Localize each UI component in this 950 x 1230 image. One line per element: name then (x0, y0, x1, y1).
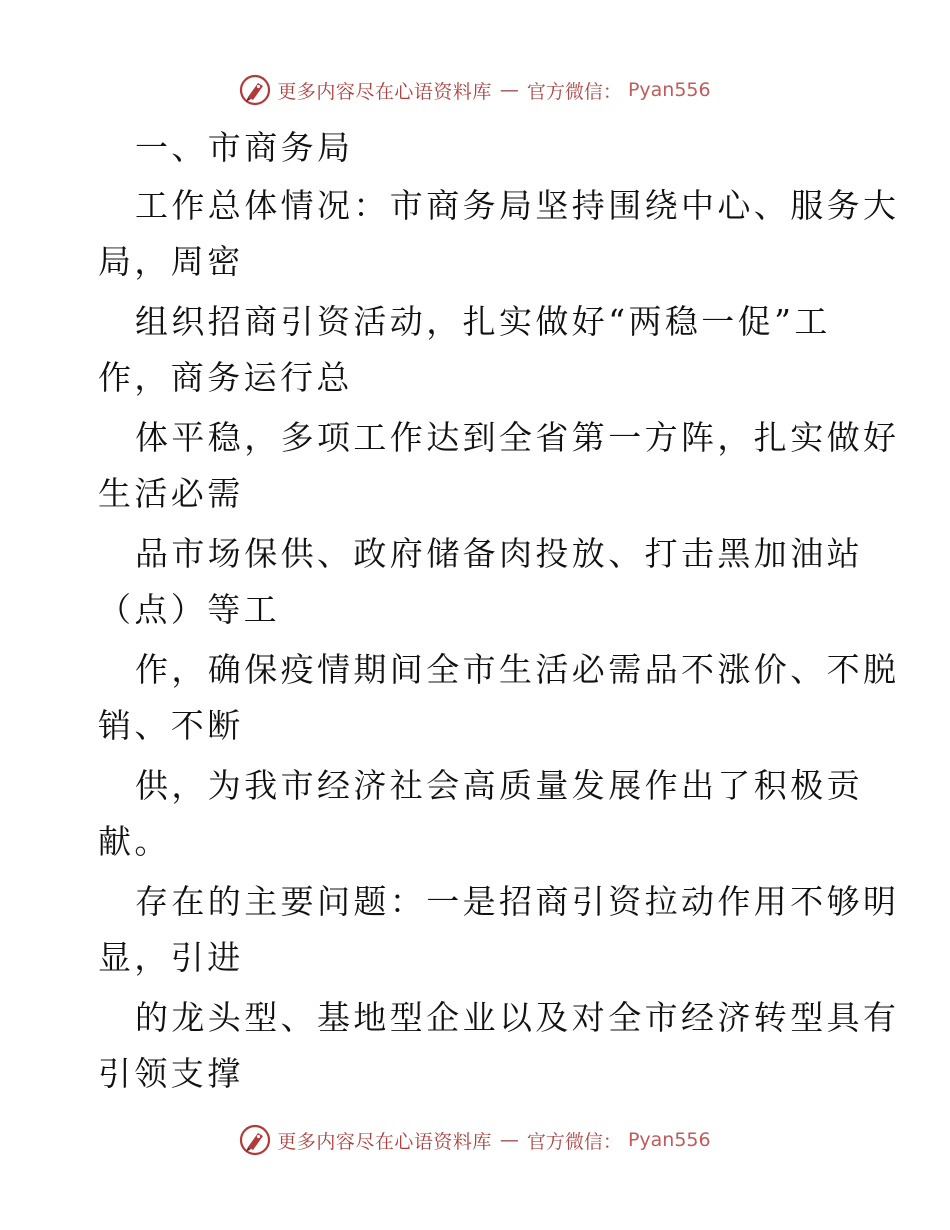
paragraph-line: 组织招商引资活动，扎实做好“两稳一促”工 (135, 302, 831, 341)
paragraph-line: 工作总体情况：市商务局坚持围绕中心、服务大 (135, 186, 900, 225)
watermark-separator: — (499, 1129, 519, 1151)
header-watermark (0, 70, 950, 110)
watermark-brand-text: 更多内容尽在心语资料库 (277, 1130, 492, 1153)
pen-nib-logo-icon (239, 1124, 271, 1156)
pen-nib-logo-icon (239, 74, 271, 106)
paragraph-line: 生活必需 (98, 474, 244, 513)
watermark-wechat-id: Pyan556 (627, 1129, 711, 1151)
paragraph-line: （点）等工 (98, 590, 280, 629)
paragraph-line: 销、不断 (98, 706, 244, 745)
paragraph-line: 显，引进 (98, 938, 244, 977)
paragraph-line: 品市场保供、政府储备肉投放、打击黑加油站 (135, 534, 863, 573)
heading-line: 一、市商务局 (135, 128, 354, 167)
paragraph-line: 供，为我市经济社会高质量发展作出了积极贡 (135, 766, 863, 805)
paragraph-line: 的龙头型、基地型企业以及对全市经济转型具有 (135, 998, 900, 1037)
watermark-wechat-label: 官方微信： (526, 1130, 622, 1153)
paragraph-line: 献。 (98, 822, 171, 861)
paragraph-line: 作，商务运行总 (98, 358, 353, 397)
watermark-separator: — (499, 79, 519, 101)
paragraph-line: 体平稳，多项工作达到全省第一方阵，扎实做好 (135, 418, 900, 457)
paragraph-line: 作，确保疫情期间全市生活必需品不涨价、不脱 (135, 650, 900, 689)
paragraph-line: 局，周密 (98, 242, 244, 281)
watermark-wechat-label: 官方微信： (526, 80, 622, 103)
footer-watermark (0, 1120, 950, 1160)
watermark-wechat-id: Pyan556 (627, 79, 711, 101)
watermark-brand-text: 更多内容尽在心语资料库 (277, 80, 492, 103)
paragraph-line: 存在的主要问题：一是招商引资拉动作用不够明 (135, 882, 900, 921)
paragraph-line: 引领支撑 (98, 1054, 244, 1093)
